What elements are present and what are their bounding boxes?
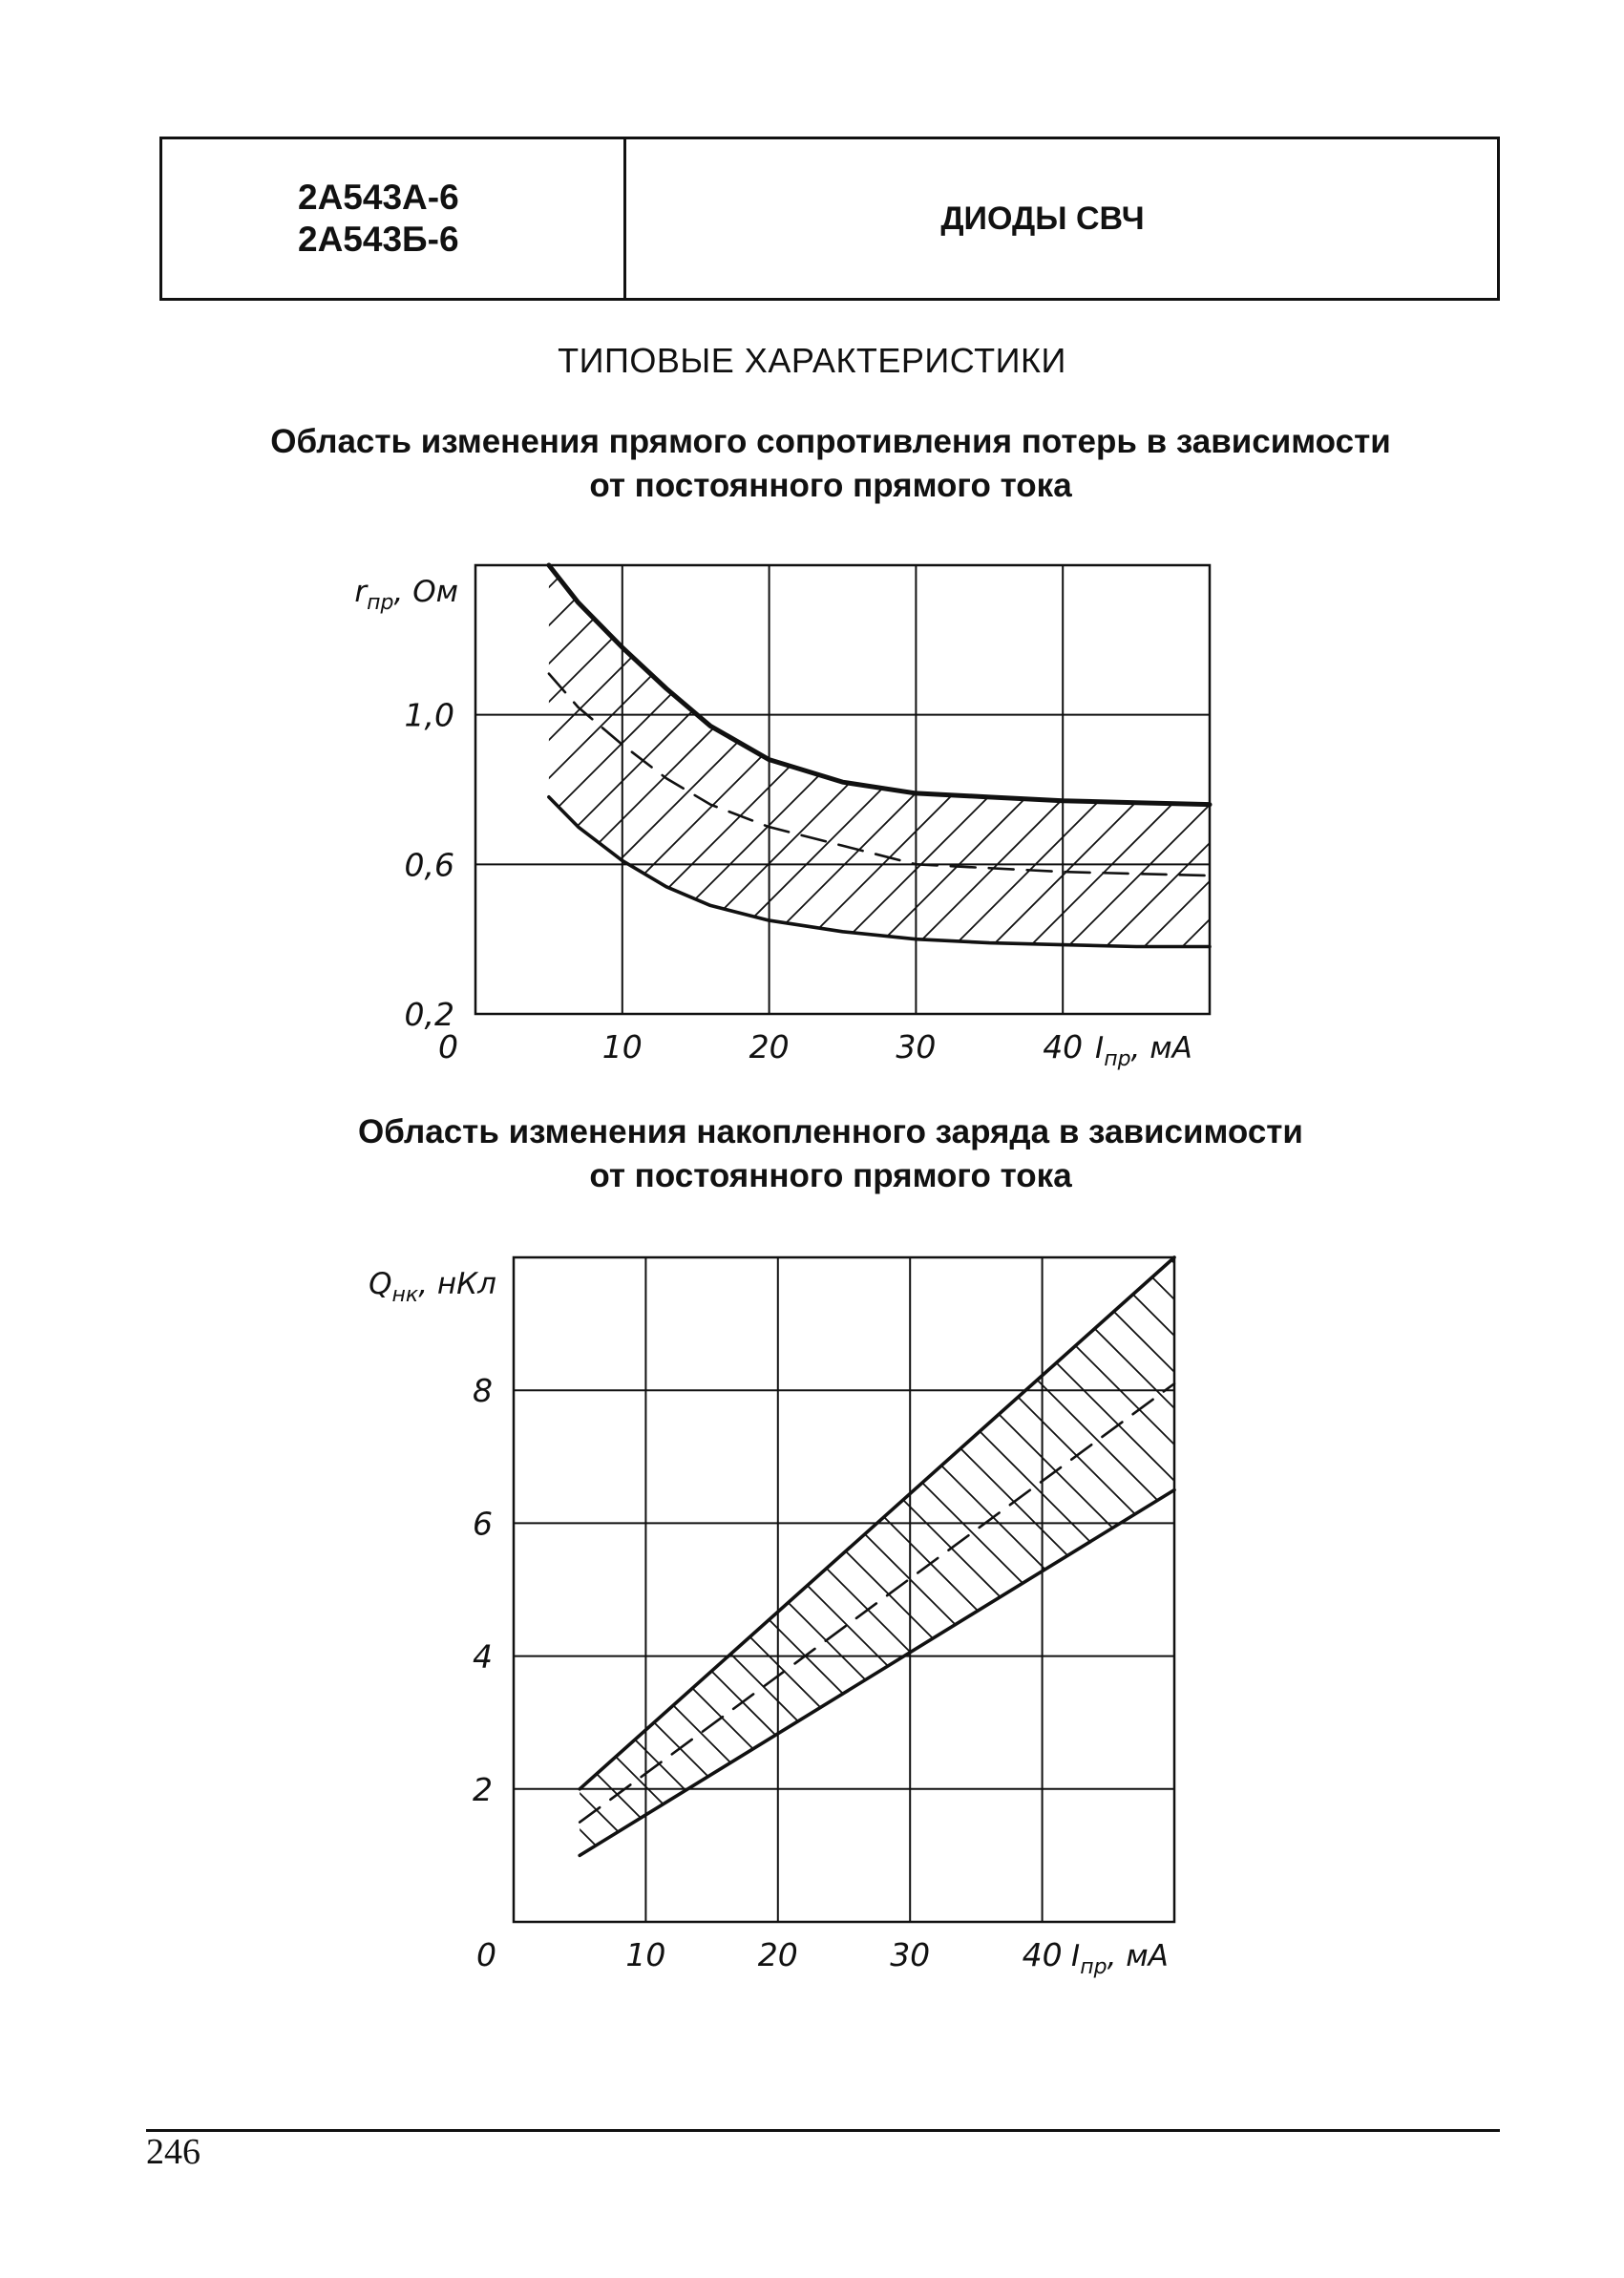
- x-tick-label: 10: [601, 1028, 643, 1065]
- hatch-line: [1037, 1162, 1624, 2017]
- y-tick-label: 8: [473, 1372, 493, 1410]
- hatch-line: [1472, 1162, 1624, 2017]
- model-name-a: 2А543А-6: [298, 178, 459, 217]
- x-axis-label: $I_{пр}$, мА: [1071, 1939, 1169, 1979]
- hatch-line: [384, 1162, 1239, 2017]
- hatch-line: [0, 1162, 659, 2017]
- y-axis-label: $r_{пр}$, Ом: [354, 575, 458, 615]
- hatch-line: [601, 1162, 1457, 2017]
- y-axis-label: $Q_{нк}$, нКл: [369, 1267, 496, 1307]
- hatch-line: [0, 1162, 695, 2017]
- hatch-line: [964, 1162, 1624, 2017]
- x-axis-label: $I_{пр}$, мА: [1095, 1031, 1192, 1071]
- hatch-line: [1325, 470, 1624, 1109]
- hatch-line: [456, 1162, 1312, 2017]
- hatch-line: [1508, 1162, 1624, 2017]
- series-line-dashed: [549, 674, 1210, 876]
- hatch-line: [0, 1162, 586, 2017]
- hatch-line: [1249, 470, 1624, 1109]
- y-tick-label: 1,0: [404, 696, 454, 734]
- hatch-line: [1478, 470, 1624, 1109]
- x-tick-label: 10: [625, 1936, 666, 1973]
- hatch-line: [1291, 1162, 1624, 2017]
- hatch-line: [1592, 470, 1624, 1109]
- hatch-line: [130, 1162, 985, 2017]
- hatch-line: [529, 1162, 1384, 2017]
- hatch-line: [1554, 470, 1624, 1109]
- hatch-line: [420, 1162, 1276, 2017]
- series-line-dashed: [580, 1383, 1174, 1822]
- y-tick-label: 4: [473, 1637, 493, 1676]
- hatch-line: [819, 1162, 1624, 2017]
- y-tick-label: 0,2: [404, 996, 454, 1033]
- chart-1-title-line-2: от постоянного прямого тока: [589, 467, 1072, 504]
- model-name-b: 2А543Б-6: [298, 220, 459, 259]
- chart-2-title-line-2: от постоянного прямого тока: [589, 1157, 1072, 1194]
- hatch-line: [892, 1162, 1624, 2017]
- chart-resistance: [0, 470, 1624, 1109]
- hatch-line: [1218, 1162, 1624, 2017]
- hatch-line: [1182, 1162, 1624, 2017]
- footer-rule: [146, 2129, 1500, 2132]
- x-tick-label: 40: [1022, 1936, 1063, 1973]
- x-tick-label: 30: [896, 1028, 937, 1065]
- hatch-line: [1617, 1162, 1624, 2017]
- hatch-region: [0, 1162, 1624, 2017]
- hatch-line: [202, 1162, 1058, 2017]
- hatch-line: [1402, 470, 1624, 1109]
- hatch-line: [1172, 470, 1624, 1109]
- device-category: ДИОДЫ СВЧ: [940, 200, 1145, 237]
- hatch-line: [1363, 470, 1624, 1109]
- plot-frame: [514, 1257, 1174, 1922]
- x-tick-label: 20: [749, 1028, 790, 1065]
- hatch-line: [855, 1162, 1624, 2017]
- hatch-line: [1363, 1162, 1624, 2017]
- hatch-line: [1287, 470, 1624, 1109]
- hatch-line: [1146, 1162, 1624, 2017]
- hatch-line: [1400, 1162, 1624, 2017]
- hatch-line: [638, 1162, 1493, 2017]
- hatch-line: [239, 1162, 1094, 2017]
- hatch-line: [1581, 1162, 1624, 2017]
- y-tick-label: 0,6: [404, 846, 454, 884]
- series-line-solid-bold: [549, 565, 1210, 805]
- hatch-line: [1436, 1162, 1624, 2017]
- hatch-line: [1073, 1162, 1624, 2017]
- chart-1-title-line-1: Область изменения прямого сопротивления потерь в зависимости: [270, 423, 1391, 460]
- hatch-line: [783, 1162, 1624, 2017]
- hatch-line: [1211, 470, 1624, 1109]
- hatch-line: [1516, 470, 1624, 1109]
- hatch-line: [0, 470, 552, 1109]
- hatch-line: [493, 1162, 1348, 2017]
- hatch-line: [1327, 1162, 1624, 2017]
- hatch-line: [1109, 1162, 1624, 2017]
- x-tick-label: 0: [438, 1028, 458, 1065]
- hatch-line: [94, 1162, 949, 2017]
- x-tick-label: 0: [476, 1936, 496, 1973]
- y-tick-label: 2: [473, 1770, 493, 1808]
- chart-stored-charge: [0, 1162, 1624, 2017]
- hatch-line: [0, 1162, 731, 2017]
- hatch-line: [928, 1162, 1624, 2017]
- hatch-line: [1440, 470, 1624, 1109]
- hatch-line: [0, 1162, 622, 2017]
- y-tick-label: 6: [473, 1505, 493, 1543]
- x-tick-label: 40: [1043, 1028, 1084, 1065]
- chart-2-title-line-1: Область изменения накопленного заряда в зависимости: [358, 1113, 1303, 1150]
- hatch-line: [1255, 1162, 1624, 2017]
- hatch-line: [1001, 1162, 1624, 2017]
- page-number: 246: [146, 2132, 200, 2172]
- hatch-line: [565, 1162, 1421, 2017]
- section-title: ТИПОВЫЕ ХАРАКТЕРИСТИКИ: [558, 341, 1066, 380]
- x-tick-label: 30: [890, 1936, 931, 1973]
- hatch-line: [1545, 1162, 1624, 2017]
- series-line-solid: [580, 1490, 1174, 1856]
- x-tick-label: 20: [757, 1936, 798, 1973]
